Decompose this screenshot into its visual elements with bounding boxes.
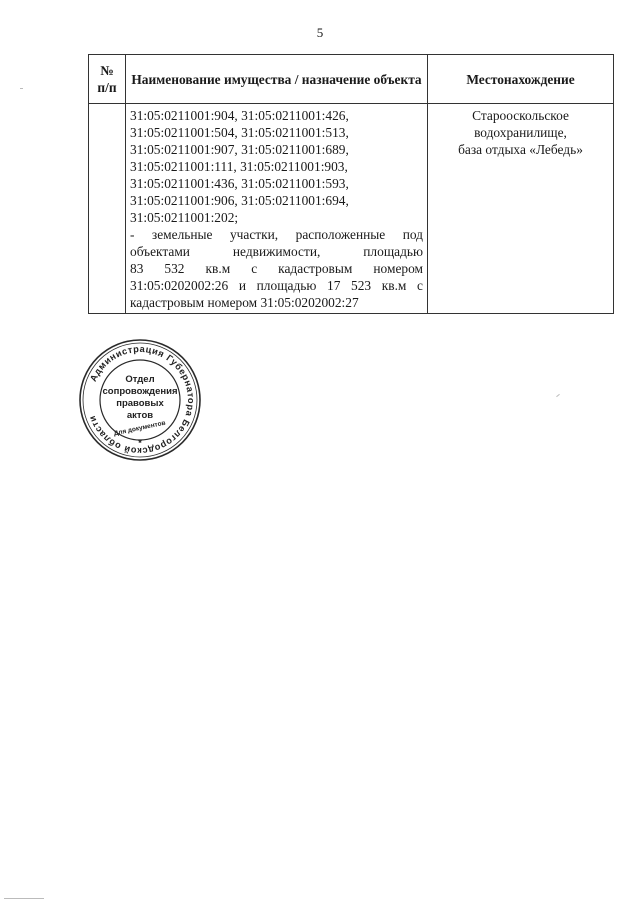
property-table — [88, 54, 614, 314]
header-name-label: Наименование имущества / назначение объекта — [131, 71, 422, 87]
scan-speck — [20, 88, 23, 89]
stamp-center-line: актов — [126, 410, 154, 421]
header-num — [89, 55, 126, 104]
location-line: база отдыха «Лебедь» — [458, 142, 583, 157]
scan-speck — [4, 898, 44, 899]
header-num-label: № п/п — [97, 63, 117, 95]
header-name — [126, 55, 428, 104]
table-header-row — [89, 55, 614, 104]
stamp-ring-text: Администрация Губернатора Белгородской области — [86, 343, 197, 457]
land-line: - земельные участки, расположенные под — [130, 227, 423, 242]
cadastral-line: 31:05:0211001:907, 31:05:0211001:689, — [130, 142, 349, 157]
location-line: Старооскольское — [472, 108, 569, 123]
location-line: водохранилище, — [474, 125, 567, 140]
cadastral-line: 31:05:0211001:436, 31:05:0211001:593, — [130, 176, 349, 191]
row-num-cell — [89, 104, 126, 314]
land-line: 83 532 кв.м с кадастровым номером — [130, 261, 423, 276]
row-name-cell — [126, 104, 428, 314]
stamp-center-line: Отдел — [125, 374, 155, 385]
stamp-bottom-text: Для документов — [113, 419, 167, 438]
scan-speck — [556, 394, 560, 397]
stamp-center-line: правовых — [116, 398, 164, 409]
cadastral-line: 31:05:0211001:904, 31:05:0211001:426, — [130, 108, 349, 123]
cadastral-line: 31:05:0211001:111, 31:05:0211001:903, — [130, 159, 348, 174]
header-location — [428, 55, 614, 104]
land-line: объектами недвижимости, площадью — [130, 244, 423, 259]
cadastral-line: 31:05:0211001:504, 31:05:0211001:513, — [130, 125, 349, 140]
land-last-line: кадастровым номером 31:05:0202002:27 — [130, 295, 359, 310]
page-number: 5 — [316, 25, 324, 40]
cadastral-line: 31:05:0211001:202; — [130, 210, 239, 225]
stamp-star: * — [138, 438, 142, 448]
stamp-center-line: сопровождения — [102, 386, 178, 397]
land-line: 31:05:0202002:26 и площадью 17 523 кв.м с — [130, 278, 423, 293]
table-row — [89, 104, 614, 314]
official-stamp — [78, 338, 202, 462]
header-location-label: Местонахождение — [466, 71, 575, 87]
cadastral-line: 31:05:0211001:906, 31:05:0211001:694, — [130, 193, 349, 208]
row-location-cell — [428, 104, 614, 314]
